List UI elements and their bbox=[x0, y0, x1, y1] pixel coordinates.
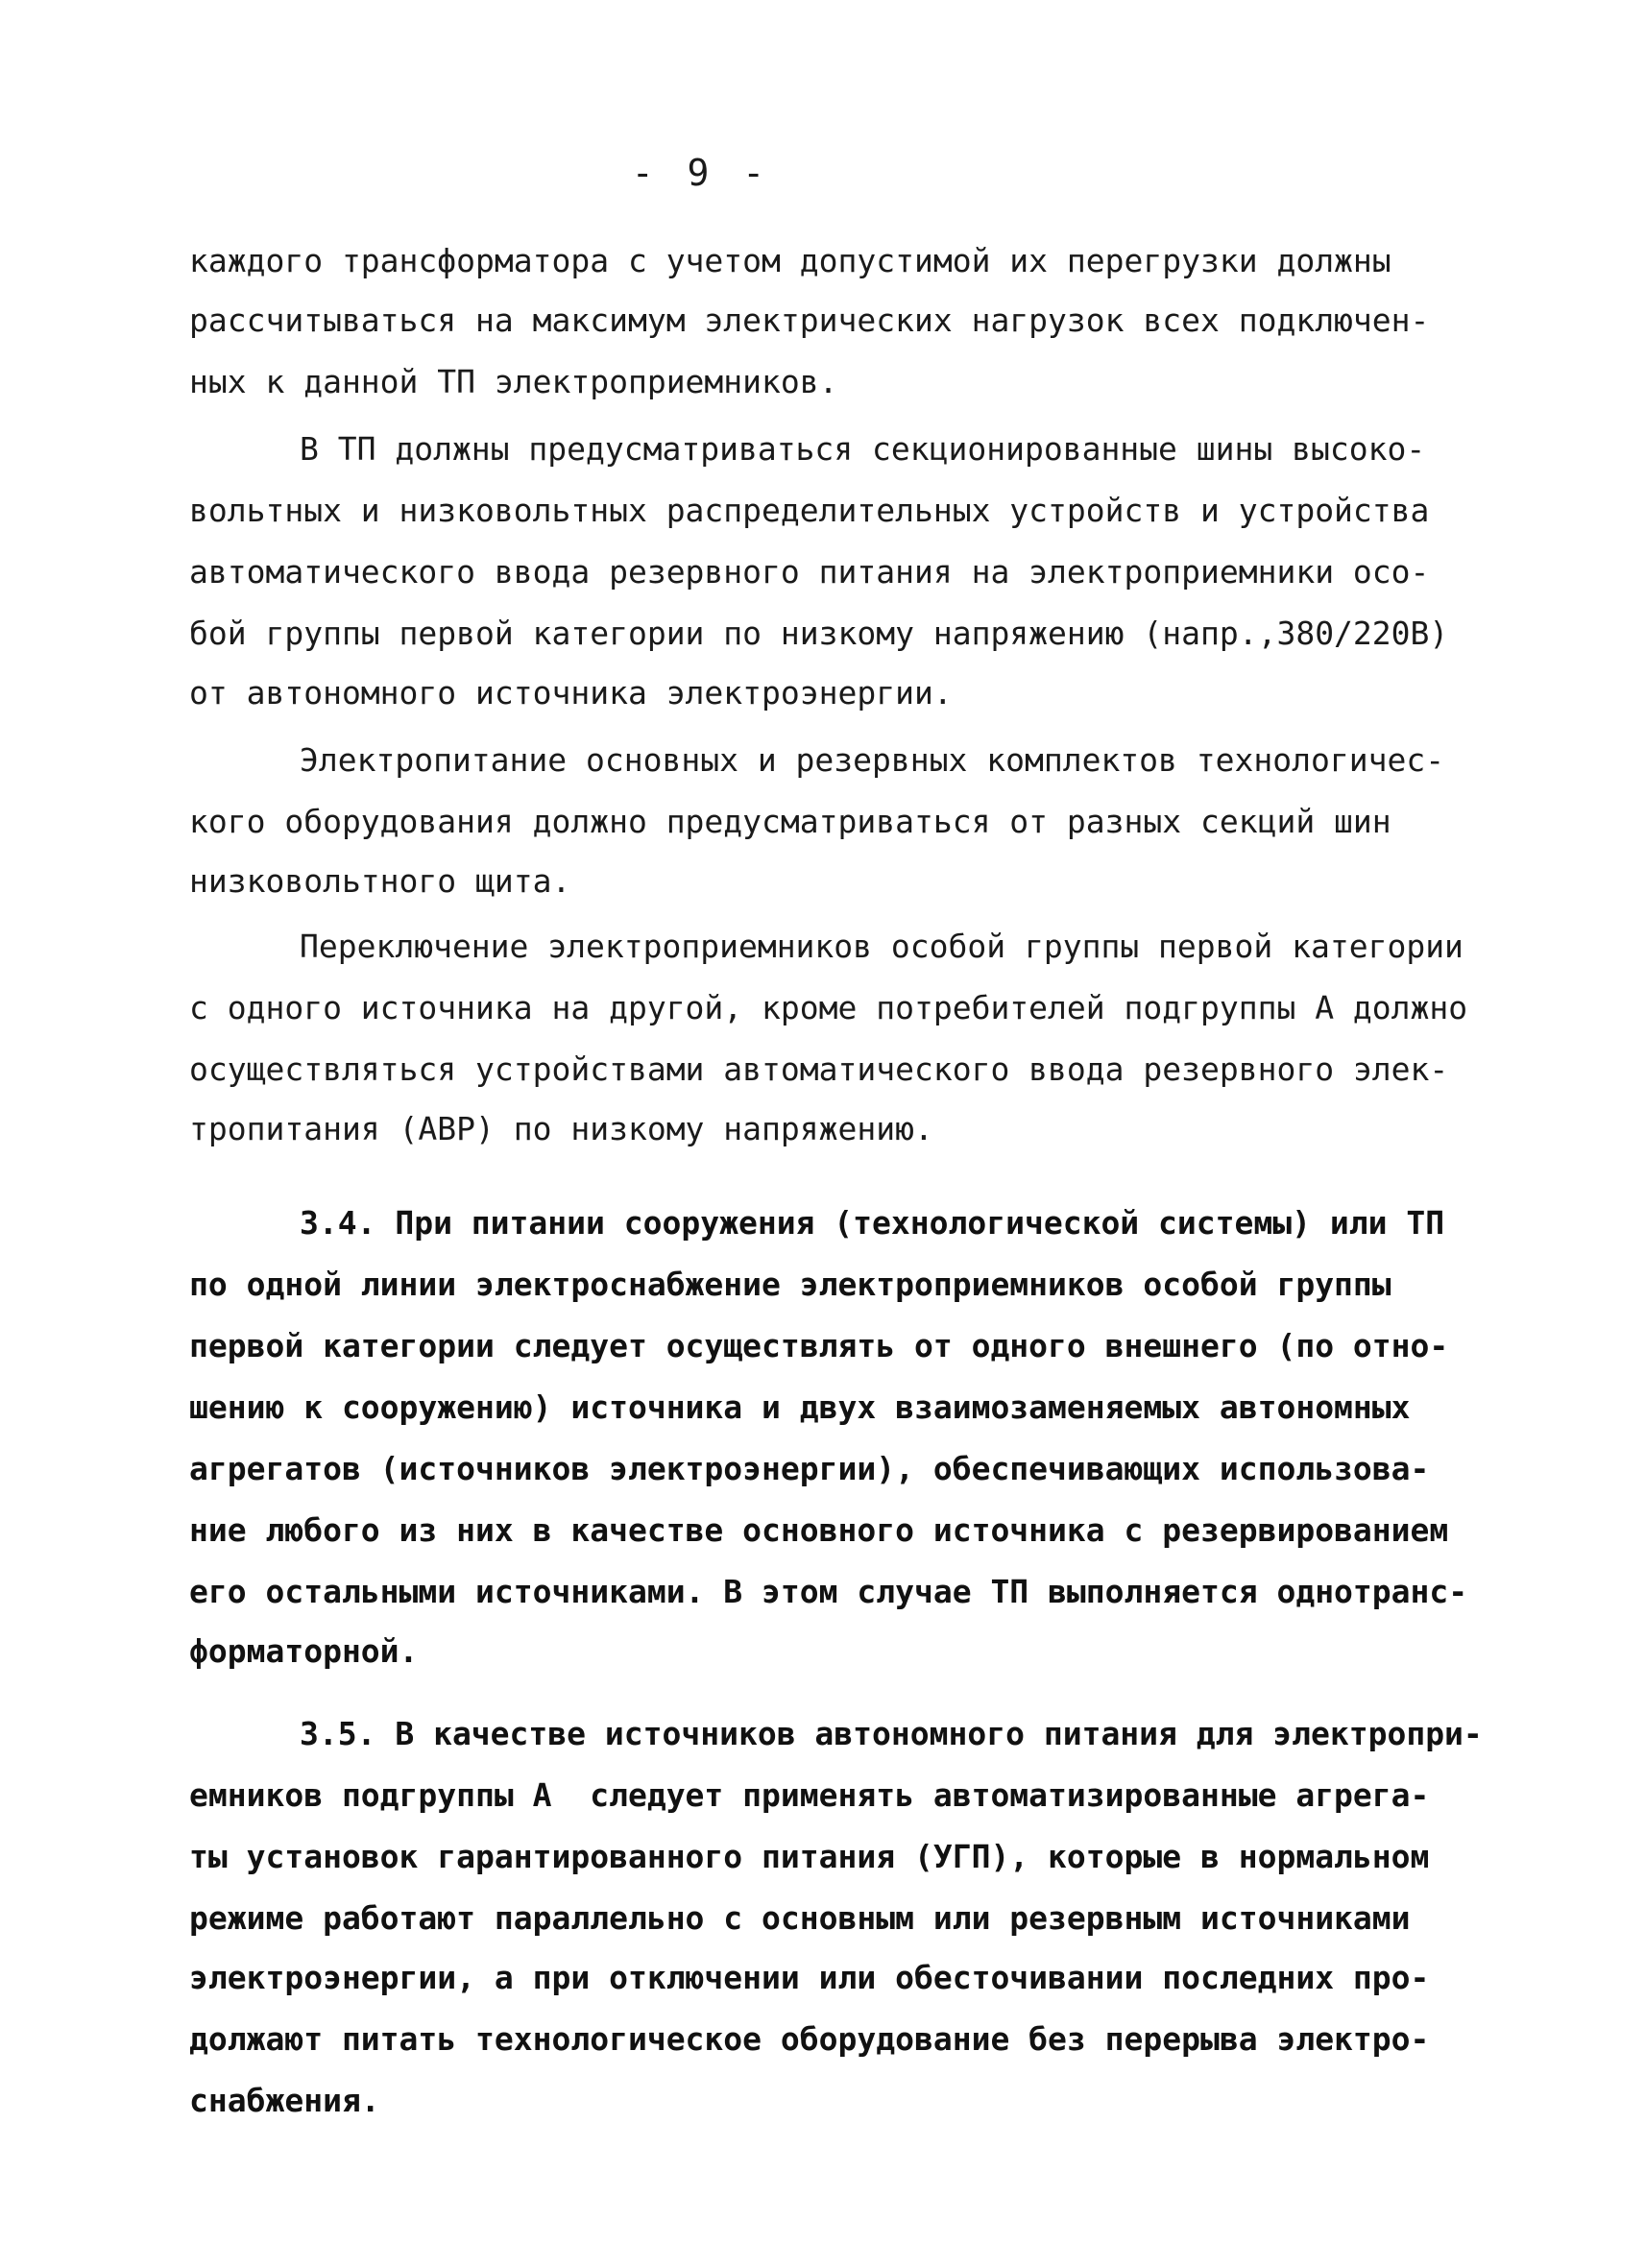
text-line: бой группы первой категории по низкому напряжению (напр.,380/220В) bbox=[189, 615, 1449, 652]
text-line: рассчитываться на максимум электрических нагрузок всех подключен- bbox=[189, 302, 1430, 339]
text-line: В ТП должны предусматриваться секционированные шины высоко- bbox=[300, 430, 1426, 468]
section-3-4-line: 3.4. При питании сооружения (технологической системы) или ТП bbox=[300, 1204, 1445, 1242]
text-line: от автономного источника электроэнергии. bbox=[189, 674, 953, 712]
text-line: кого оборудования должно предусматриваться от разных секций шин bbox=[189, 803, 1391, 840]
text-line: каждого трансформатора с учетом допустимой их перегрузки должны bbox=[189, 242, 1391, 279]
text-line: Электропитание основных и резервных комплектов технологичес- bbox=[300, 741, 1445, 779]
text-line: его остальными источниками. В этом случае ТП выполняется однотранс- bbox=[189, 1573, 1468, 1610]
text-line: Переключение электроприемников особой группы первой категории bbox=[300, 928, 1464, 965]
page-number: - 9 - bbox=[631, 152, 771, 194]
text-line: с одного источника на другой, кроме потребителей подгруппы А должно bbox=[189, 989, 1468, 1026]
text-line: автоматического ввода резервного питания на электроприемники осо- bbox=[189, 553, 1430, 591]
text-line: ние любого из них в качестве основного источника с резервированием bbox=[189, 1511, 1449, 1549]
text-line: шению к сооружению) источника и двух взаимозаменяемых автономных bbox=[189, 1388, 1411, 1426]
text-line: емников подгруппы А следует применять автоматизированные агрега- bbox=[189, 1776, 1430, 1814]
text-line: форматорной. bbox=[189, 1632, 419, 1670]
text-line: вольтных и низковольтных распределительных устройств и устройства bbox=[189, 492, 1430, 529]
text-line: режиме работают параллельно с основным или резервным источниками bbox=[189, 1899, 1411, 1937]
text-line: тропитания (АВР) по низкому напряжению. bbox=[189, 1110, 933, 1147]
text-line: ных к данной ТП электроприемников. bbox=[189, 363, 838, 400]
text-line: должают питать технологическое оборудование без перерыва электро- bbox=[189, 2020, 1430, 2058]
text-line: по одной линии электроснабжение электроприемников особой группы bbox=[189, 1266, 1391, 1303]
section-3-5-line: 3.5. В качестве источников автономного питания для электропри- bbox=[300, 1715, 1483, 1752]
text-line: электроэнергии, а при отключении или обесточивании последних про- bbox=[189, 1959, 1430, 1996]
text-line: ты установок гарантированного питания (УГП), которые в нормальном bbox=[189, 1838, 1430, 1875]
text-line: первой категории следует осуществлять от одного внешнего (по отно- bbox=[189, 1327, 1449, 1364]
text-line: агрегатов (источников электроэнергии), обеспечивающих использова- bbox=[189, 1450, 1430, 1487]
text-line: осуществляться устройствами автоматического ввода резервного элек- bbox=[189, 1050, 1449, 1088]
text-line: низковольтного щита. bbox=[189, 862, 571, 900]
text-line: снабжения. bbox=[189, 2082, 380, 2119]
